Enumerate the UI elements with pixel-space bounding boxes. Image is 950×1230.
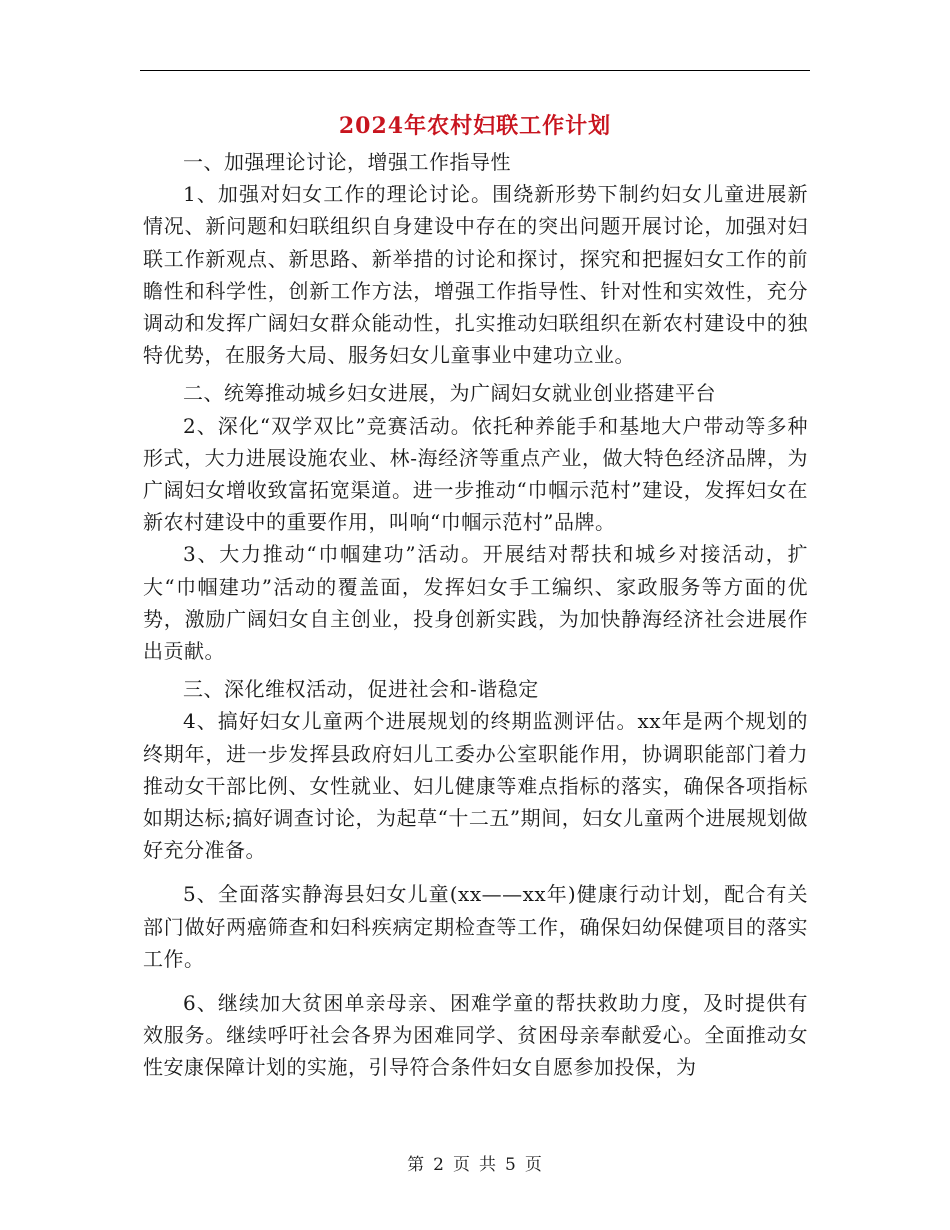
section-heading-3: 三、深化维权活动，促进社会和-谐稳定 [183,677,539,702]
section-heading-2: 二、统筹推动城乡妇女进展，为广阔妇女就业创业搭建平台 [183,381,716,406]
paragraph-5: 5、全面落实静海县妇女儿童(xx——xx年)健康行动计划，配合有关部门做好两癌筛查和妇科疾病定期检查等工作，确保妇幼保健项目的落实工作。 [143,882,808,971]
section-heading-1: 一、加强理论讨论，增强工作指导性 [183,150,511,174]
paragraph-6: 6、继续加大贫困单亲母亲、困难学童的帮扶救助力度，及时提供有效服务。继续呼吁社会各界为困难同学、贫困母亲奉献爱心。全面推动女性安康保障计划的实施，引导符合条件妇女自愿参加投保，为 [143,991,808,1080]
footer-total-word: 共 [479,1155,497,1175]
paragraph-3: 3、大力推动“巾帼建功”活动。开展结对帮扶和城乡对接活动，扩大“巾帼建功”活动的覆盖面，发挥妇女手工编织、家政服务等方面的优势，激励广阔妇女自主创业，投身创新实践，为加快静海经济社会进展作出贡献。 [143,542,808,664]
paragraph-2: 2、深化“双学双比”竞赛活动。依托种养能手和基地大户带动等多种形式，大力进展设施农业、林-海经济等重点产业，做大特色经济品牌，为广阔妇女增收致富拓宽渠道。进一步推动“巾帼示范村”建设，发挥妇女在新农村建设中的重要作用，叫响“巾帼示范村”品牌。 [143,413,808,535]
document-title: 2024年农村妇联工作计划 [338,113,612,139]
header-rule [140,70,810,71]
document-body [143,146,808,1084]
footer-total-pages: 5 [505,1155,517,1175]
paragraph-1: 1、加强对妇女工作的理论讨论。围绕新形势下制约妇女儿童进展新情况、新问题和妇联组织自身建设中存在的突出问题开展讨论，加强对妇联工作新观点、新思路、新举措的讨论和探讨，探究和把握妇女工作的前瞻性和科学性，创新工作方法，增强工作指导性、针对性和实效性，充分调动和发挥广阔妇女群众能动性，扎实推动妇联组织在新农村建设中的独特优势，在服务大局、服务妇女儿童事业中建功立业。 [143,182,808,368]
footer-page-word: 页 [453,1155,471,1175]
footer-page-number: 2 [433,1155,445,1175]
footer-suffix: 页 [524,1155,543,1175]
page-footer [0,1153,950,1177]
footer-prefix: 第 [407,1155,426,1175]
paragraph-4: 4、搞好妇女儿童两个进展规划的终期监测评估。xx年是两个规划的终期年，进一步发挥县政府妇儿工委办公室职能作用，协调职能部门着力推动女干部比例、女性就业、妇儿健康等难点指标的落实，确保各项指标如期达标;搞好调查讨论，为起草“十二五”期间，妇女儿童两个进展规划做好充分准备。 [143,709,808,863]
